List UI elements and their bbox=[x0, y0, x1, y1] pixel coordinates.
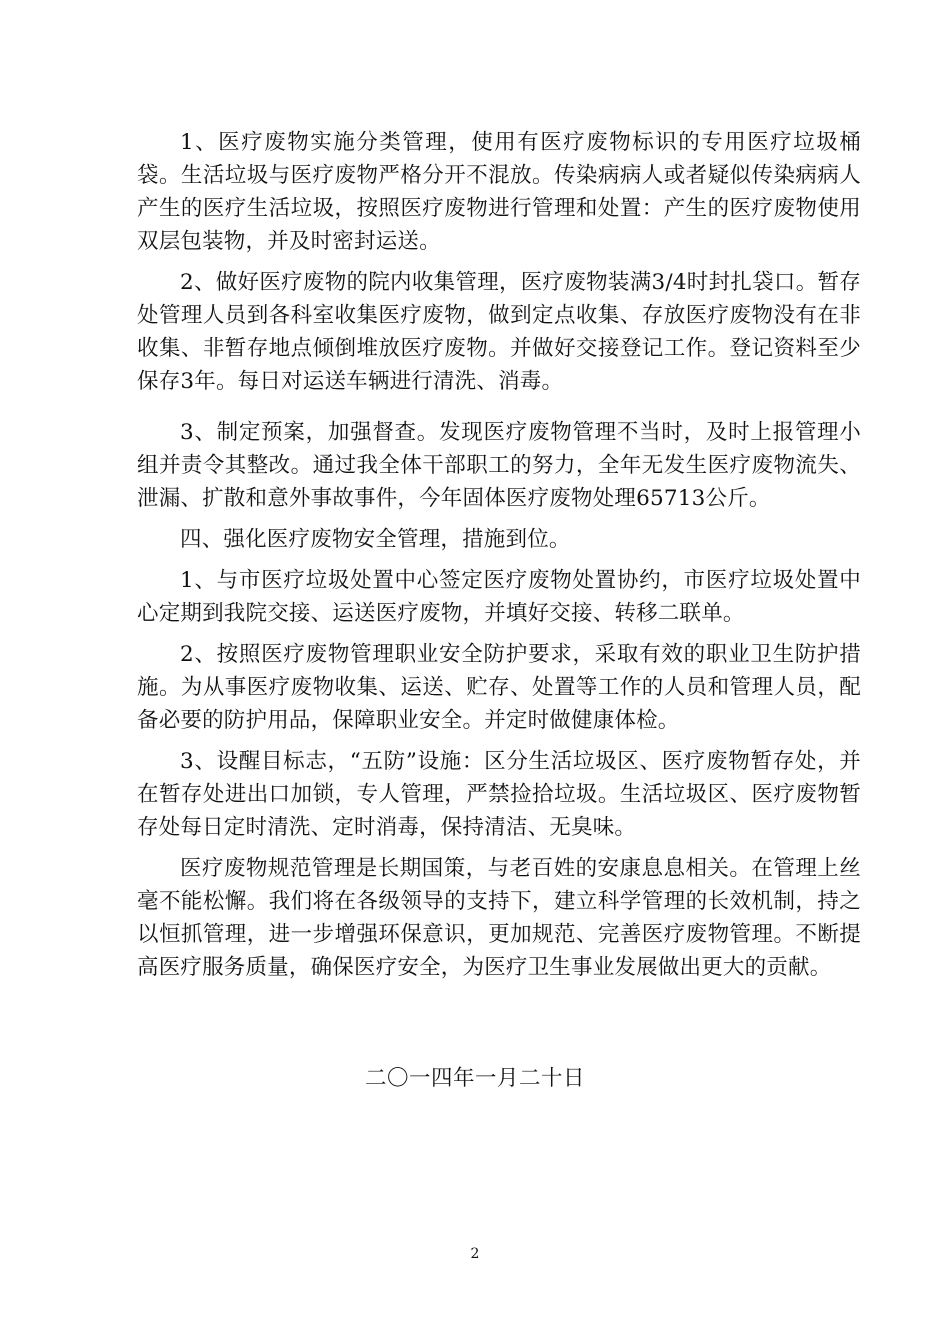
paragraph-warning-signs: 3、设醒目标志，“五防”设施：区分生活垃圾区、医疗废物暂存处，并在暂存处进出口加锁，专人管理，严禁捡拾垃圾。生活垃圾区、医疗废物暂存处每日定时清洗、定时消毒，保持清洁、无臭味。 bbox=[137, 749, 861, 840]
paragraph-conclusion: 医疗废物规范管理是长期国策，与老百姓的安康息息相关。在管理上丝毫不能松懈。我们将在各级领导的支持下，建立科学管理的长效机制，持之以恒抓管理，进一步增强环保意识，更加规范、完善医疗废物管理。不断提高医疗服务质量，确保医疗安全，为医疗卫生事业发展做出更大的贡献。 bbox=[137, 856, 861, 980]
document-body bbox=[137, 126, 861, 992]
paragraph-internal-collection: 2、做好医疗废物的院内收集管理，医疗废物装满3/4时封扎袋口。暂存处管理人员到各科室收集医疗废物，做到定点收集、存放医疗废物没有在非收集、非暂存地点倾倒堆放医疗废物。并做好交接登记工作。登记资料至少保存3年。每日对运送车辆进行清洗、消毒。 bbox=[137, 270, 861, 394]
document-date: 二〇一四年一月二十日 bbox=[364, 1066, 585, 1091]
paragraph-contingency-plan: 3、制定预案，加强督查。发现医疗废物管理不当时，及时上报管理小组并责令其整改。通过我全体干部职工的努力，全年无发生医疗废物流失、泄漏、扩散和意外事故事件，今年固体医疗废物处理65713公斤。 bbox=[137, 420, 861, 511]
page-number: 2 bbox=[470, 1246, 480, 1262]
section-heading-safety-management: 四、强化医疗废物安全管理，措施到位。 bbox=[180, 527, 571, 552]
paragraph-occupational-protection: 2、按照医疗废物管理职业安全防护要求，采取有效的职业卫生防护措施。为从事医疗废物收集、运送、贮存、处置等工作的人员和管理人员，配备必要的防护用品，保障职业安全。并定时做健康体检。 bbox=[137, 642, 861, 733]
paragraph-waste-classification: 1、医疗废物实施分类管理，使用有医疗废物标识的专用医疗垃圾桶袋。生活垃圾与医疗废物严格分开不混放。传染病病人或者疑似传染病病人产生的医疗生活垃圾，按照医疗废物进行管理和处置：产生的医疗废物使用双层包装物，并及时密封运送。 bbox=[137, 130, 861, 254]
paragraph-disposal-agreement: 1、与市医疗垃圾处置中心签定医疗废物处置协约，市医疗垃圾处置中心定期到我院交接、运送医疗废物，并填好交接、转移二联单。 bbox=[137, 568, 861, 626]
